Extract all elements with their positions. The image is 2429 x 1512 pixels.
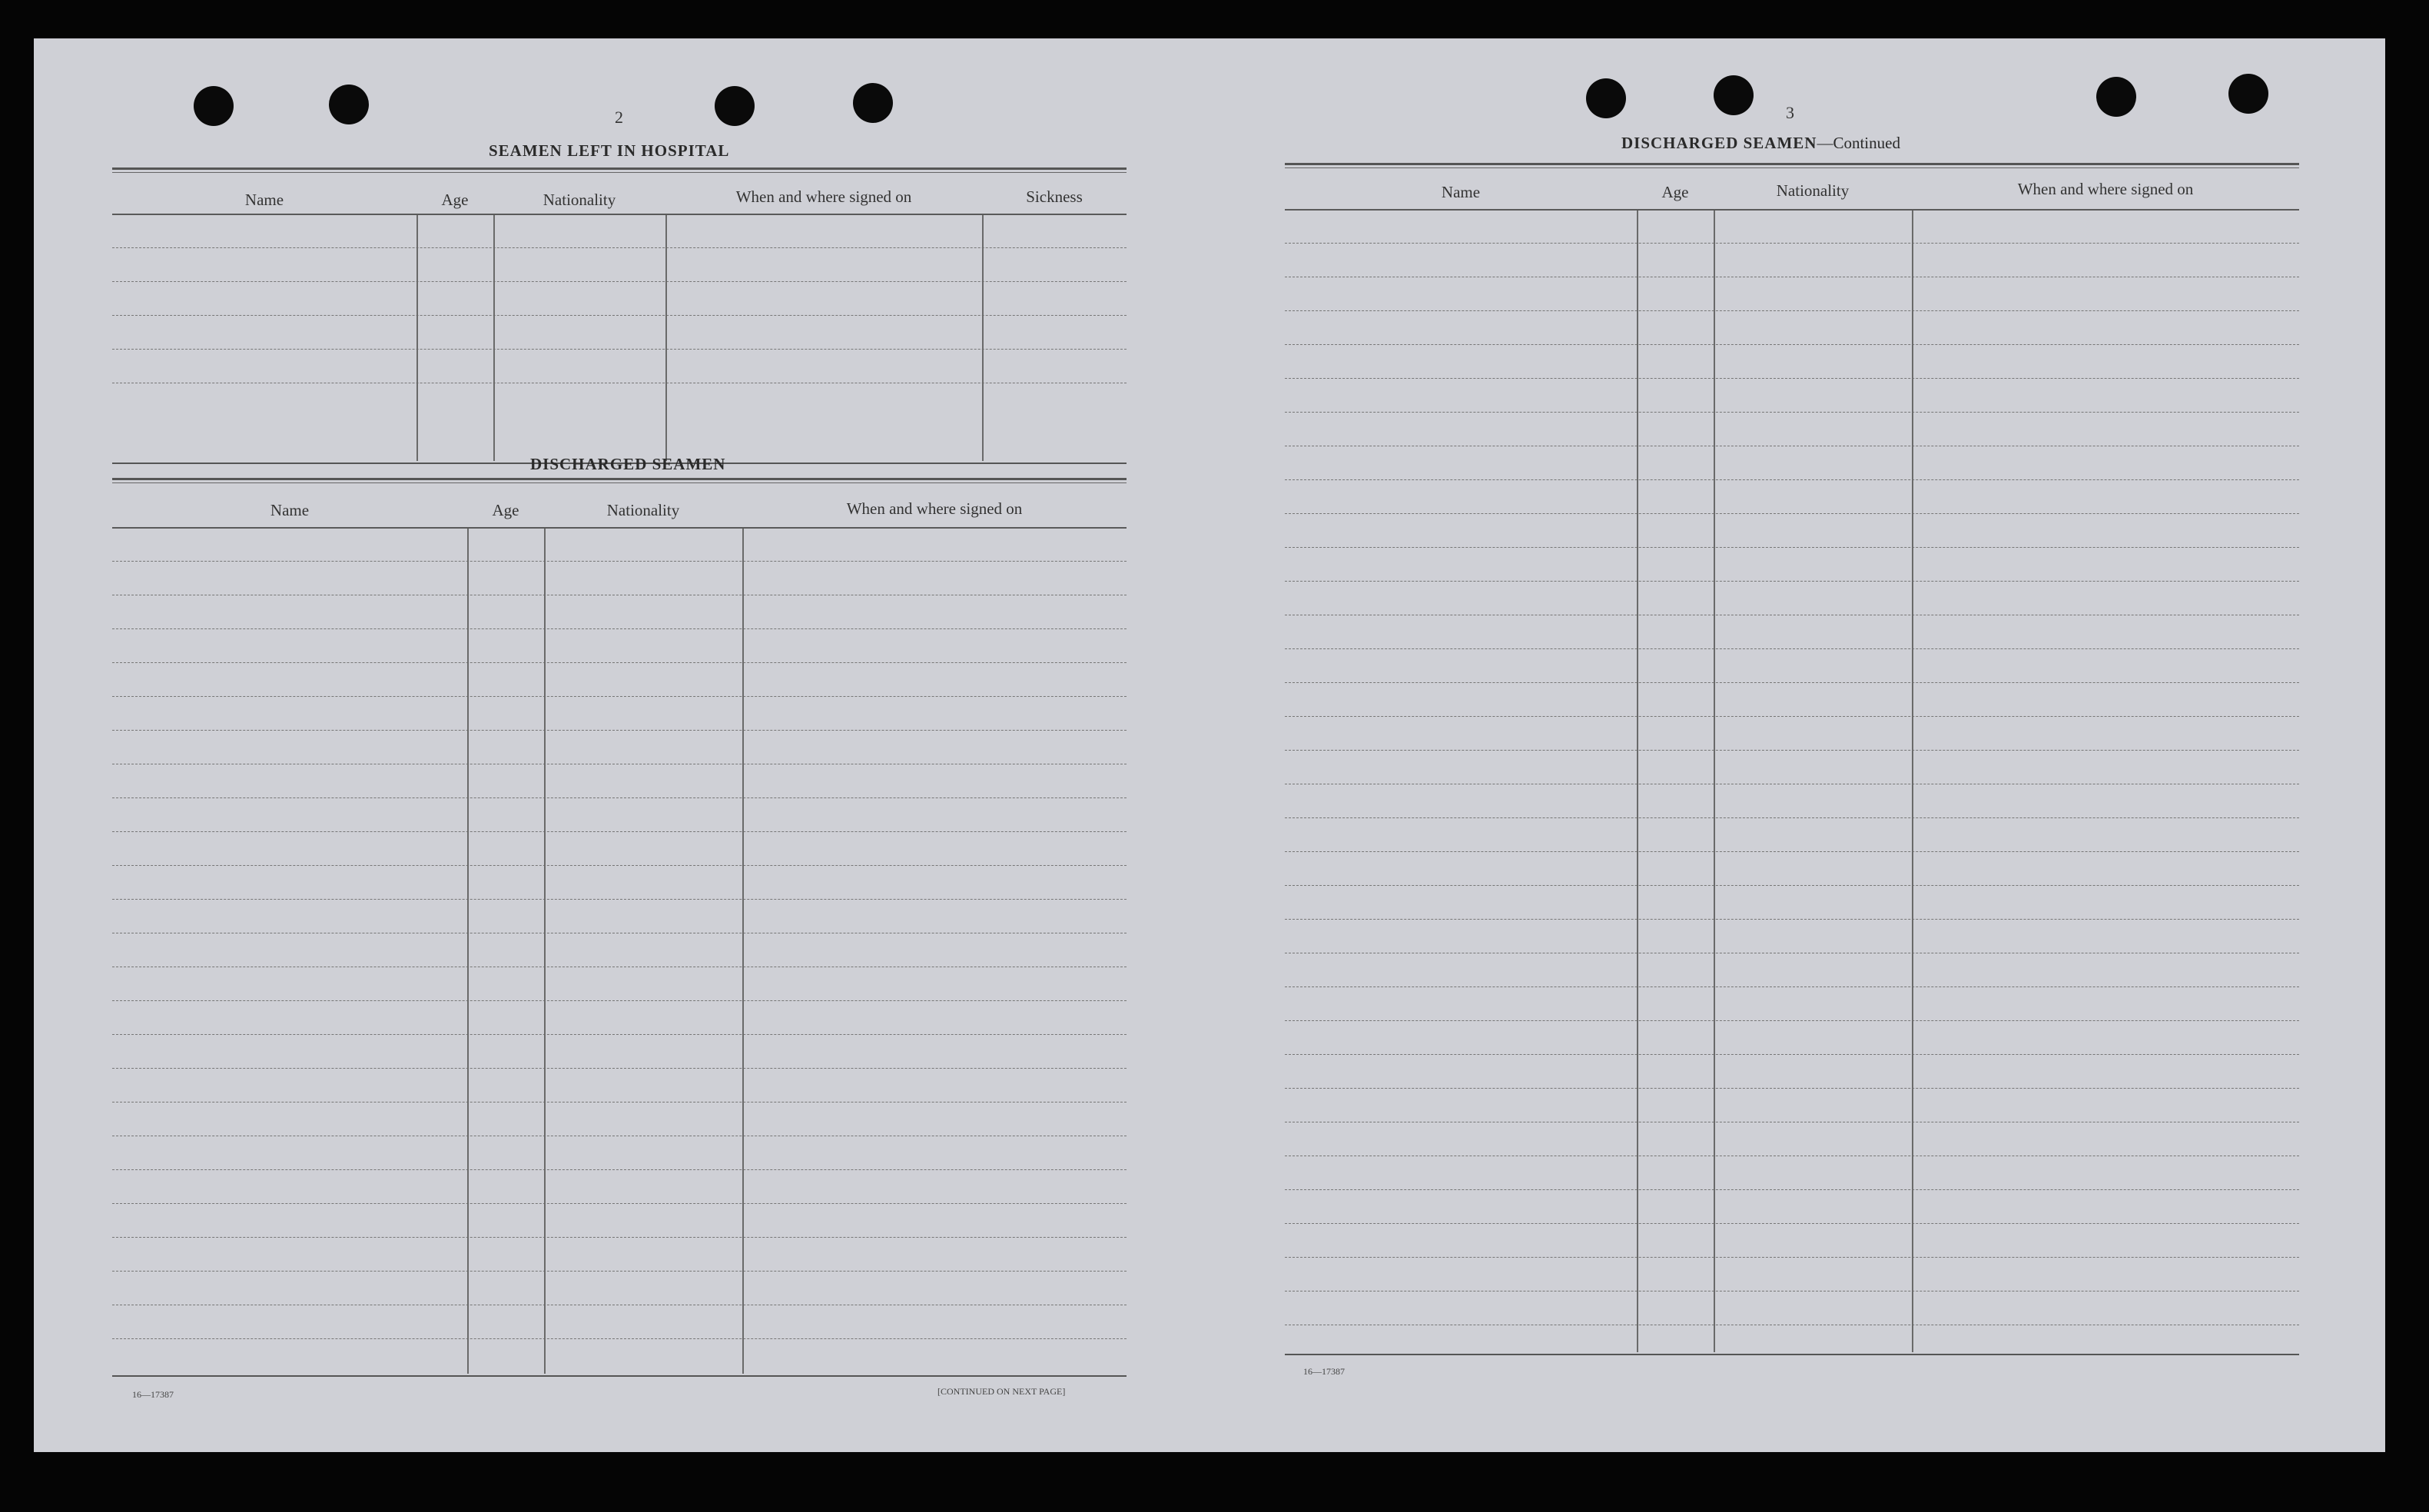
col-header-nationality: Nationality [543,191,616,209]
punch-hole [853,83,893,123]
entry-row-line [1285,750,2299,751]
entry-row-line [1285,310,2299,311]
page-number-right: 3 [1786,103,1794,122]
discharged-table-left [112,478,1127,1377]
col-header-nationality: Nationality [606,501,680,519]
entry-row-line [112,1203,1127,1204]
entry-row-line [1285,1291,2299,1292]
col-header-signed-on: When and where signed on [2017,180,2194,198]
entry-row-line [1285,344,2299,345]
discharged-section-title-right [1621,134,1900,153]
entry-row-line [112,628,1127,629]
punch-hole [1714,75,1754,115]
entry-row-line [112,1068,1127,1069]
col-header-name: Name [1441,183,1481,201]
entry-row-line [1285,885,2299,886]
entry-row-line [1285,1054,2299,1055]
entry-row-line [112,1338,1127,1339]
col-header-age: Age [1661,183,1689,201]
punch-hole [194,86,234,126]
col-header-sickness: Sickness [1026,187,1083,206]
punch-hole [2096,77,2136,117]
discharged-table-right [1285,163,2299,1401]
entry-row-line [1285,1020,2299,1021]
entry-row-line [1285,243,2299,244]
discharged-title-suffix: —Continued [1817,134,1900,152]
col-header-name: Name [244,191,284,209]
entry-row-line [112,662,1127,663]
col-header-nationality: Nationality [1776,181,1850,200]
entry-row-line [112,831,1127,832]
punch-hole [1586,78,1626,118]
col-header-signed-on: When and where signed on [846,499,1023,518]
entry-row-line [112,1169,1127,1170]
entry-row-line [1285,716,2299,717]
entry-row-line [112,1000,1127,1001]
entry-row-line [1285,1088,2299,1089]
hospital-section-title: SEAMEN LEFT IN HOSPITAL [489,141,730,160]
form-number-right: 16—17387 [1303,1366,1345,1377]
page-number-left: 2 [615,108,623,127]
col-header-signed-on: When and where signed on [735,187,912,206]
entry-row-line [1285,479,2299,480]
entry-row-line [1285,547,2299,548]
entry-row-line [1285,412,2299,413]
continued-note: [CONTINUED ON NEXT PAGE] [937,1386,1066,1397]
entry-row-line [1285,986,2299,987]
entry-row-line [1285,513,2299,514]
discharged-title-text: DISCHARGED SEAMEN [1621,134,1817,152]
entry-row-line [1285,648,2299,649]
entry-row-line [112,1271,1127,1272]
punch-hole [2228,74,2268,114]
col-header-name: Name [270,501,310,519]
hospital-table [112,167,1127,469]
entry-row-line [1285,851,2299,852]
entry-row-line [1285,817,2299,818]
entry-row-line [112,797,1127,798]
punch-hole [715,86,755,126]
entry-row-line [1285,1223,2299,1224]
discharged-section-title-left: DISCHARGED SEAMEN [530,455,726,473]
col-header-age: Age [441,191,469,209]
entry-row-line [112,561,1127,562]
entry-row-line [112,1237,1127,1238]
form-number-left: 16—17387 [132,1389,174,1400]
entry-row-line [112,899,1127,900]
entry-row-line [1285,1257,2299,1258]
col-header-age: Age [492,501,519,519]
entry-row-line [1285,581,2299,582]
form-sheet [34,38,2385,1452]
entry-row-line [112,1034,1127,1035]
entry-row-line [1285,1189,2299,1190]
entry-row-line [1285,919,2299,920]
entry-row-line [1285,682,2299,683]
entry-row-line [112,730,1127,731]
entry-row-line [112,696,1127,697]
entry-row-line [112,865,1127,866]
entry-row-line [1285,378,2299,379]
punch-hole [329,85,369,124]
